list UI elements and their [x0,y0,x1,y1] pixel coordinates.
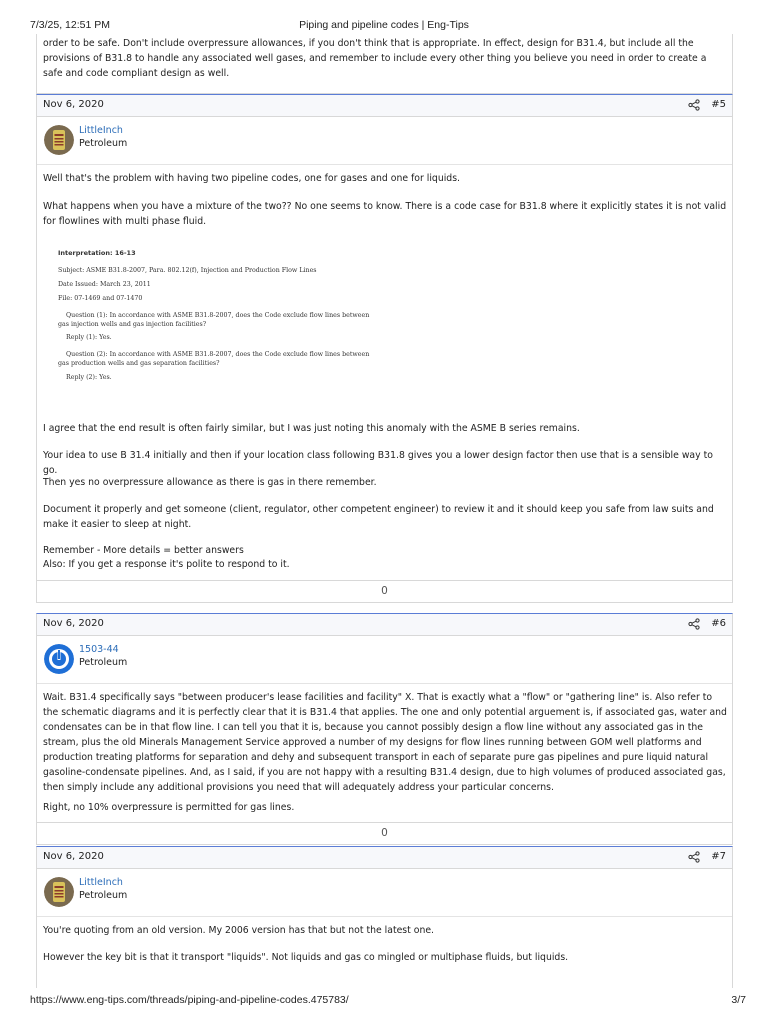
littleinch-avatar[interactable] [44,877,74,907]
print-header [0,19,768,33]
post-body [43,923,727,983]
user-info [37,117,732,165]
print-page-number: 3/7 [731,994,746,1006]
print-url: https://www.eng-tips.com/threads/piping-and-pipeline-codes.475783/ [30,994,349,1006]
post-paragraph: Then yes no overpressure allowance as there is gas in there remember. [43,477,377,488]
post-6 [36,613,733,823]
user-role: Petroleum [79,657,128,668]
post-paragraph: Remember - More details = better answers [43,545,244,556]
username-link[interactable]: LittleInch [79,125,123,136]
interpretation-reply-1: Reply (1): Yes. [66,334,112,341]
post-body [43,690,727,820]
post-5 [36,94,733,581]
reaction-count[interactable]: 0 [36,823,733,845]
print-title: Piping and pipeline codes | Eng-Tips [299,19,469,31]
interpretation-date: Date Issued: March 23, 2011 [58,281,151,288]
post-paragraph: Your idea to use B 31.4 initially and then if your location class following B31.8 gives you a lower design factor then use that is a sensible way to go. [43,450,713,476]
post-paragraph: However the key bit is that it transport "liquids". Not liquids and gas co mingled or multiphase fluids, but liquids. [43,952,569,963]
interpretation-image [58,249,478,389]
interpretation-question-2: Question (2): In accordance with ASME B31.8-2007, does the Code exclude flow lines between [66,351,370,358]
previous-post-text: order to be safe. Don't include overpressure allowances, if you don't think that is appropriate. In effect, design for B31.4, but include all the provisions of B31.8 to handle any associated well gases, and remember to include every other thing you believe you need in order to create a safe and code compliant design as well. [43,38,707,79]
interpretation-heading: Interpretation: 16-13 [58,249,136,257]
post-date[interactable]: Nov 6, 2020 [43,618,104,629]
share-icon[interactable] [688,851,700,863]
post-paragraph: Wait. B31.4 specifically says "between producer's lease facilities and facility" X. That is exactly what a "flow" or "gathering line" is. Also refer to the schematic diagrams and it is perfectly clear that it is B31.4 that applies. The one and only potential arguement is, if associated gas, water and condensates can be in that flow line. I can tell you that it is, because you cannot possibly design a flow line without any associated gas in the stream, plus the old Minerals Management Service approved a number of my designs for flow lines running between GOM well platforms and production treating platforms for separation and dehy and subsequent transport in each of separate pure gas pipelines and pure liquid natural gasoline-condensate pipelines. And, as I said, if you are not happy with a resulting B31.4 design, due to high volumes of produced associated gas, then simply include any additional provisions you need that will adequately address your particular concerns. [43,692,727,793]
post-date[interactable]: Nov 6, 2020 [43,851,104,862]
post-number[interactable]: #6 [711,618,726,629]
interpretation-question-1-cont: gas injection wells and gas injection facilities? [58,321,207,328]
post-number[interactable]: #7 [711,851,726,862]
post-number[interactable]: #5 [711,99,726,110]
reaction-count[interactable]: 0 [36,581,733,603]
1503-44-avatar[interactable] [44,644,74,674]
interpretation-question-1: Question (1): In accordance with ASME B31.8-2007, does the Code exclude flow lines between [66,312,370,319]
user-info [37,636,732,684]
post-paragraph: Right, no 10% overpressure is permitted for gas lines. [43,802,295,813]
print-footer [0,994,768,1008]
interpretation-question-2-cont: gas production wells and gas separation facilities? [58,360,220,367]
post-paragraph: What happens when you have a mixture of the two?? No one seems to know. There is a code case for B31.8 where it explicitly states it is not valid for flowlines with multi phase fluid. [43,201,727,227]
user-role: Petroleum [79,138,128,149]
share-icon[interactable] [688,99,700,111]
username-link[interactable]: LittleInch [79,877,123,888]
user-role: Petroleum [79,890,128,901]
post-paragraph: Document it properly and get someone (client, regulator, other competent engineer) to review it and it should keep you safe from law suits and make it easier to sleep at night. [43,504,714,530]
post-paragraph: Also: If you get a response it's polite to respond to it. [43,559,290,570]
post-header [37,847,732,869]
share-icon[interactable] [688,618,700,630]
previous-post-tail [36,34,733,94]
post-date[interactable]: Nov 6, 2020 [43,99,104,110]
post-header [37,614,732,636]
print-datetime: 7/3/25, 12:51 PM [30,19,110,31]
post-header [37,95,732,117]
interpretation-file: File: 07-1469 and 07-1470 [58,295,143,302]
post-paragraph: You're quoting from an old version. My 2006 version has that but not the latest one. [43,925,435,936]
interpretation-reply-2: Reply (2): Yes. [66,374,112,381]
user-info [37,869,732,917]
post-paragraph: Well that's the problem with having two pipeline codes, one for gases and one for liquids. [43,173,461,184]
username-link[interactable]: 1503-44 [79,644,119,655]
post-paragraph: I agree that the end result is often fairly similar, but I was just noting this anomaly with the ASME B series remains. [43,423,580,434]
interpretation-subject: Subject: ASME B31.8-2007, Para. 802.12(f), Injection and Production Flow Lines [58,267,317,274]
thread-content [36,34,733,988]
post-7 [36,846,733,988]
littleinch-avatar[interactable] [44,125,74,155]
post-body [43,171,727,576]
